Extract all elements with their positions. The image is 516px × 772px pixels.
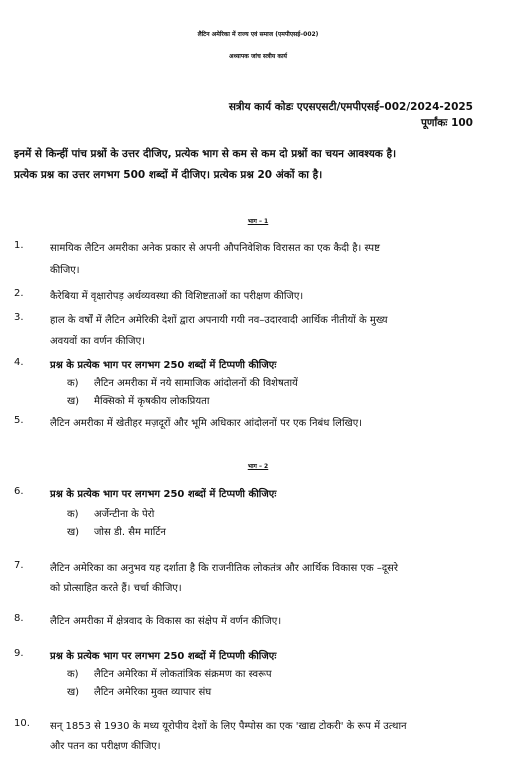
sub-question-text: अर्जेन्टीना के पेरो (94, 509, 155, 520)
question-text: प्रश्न के प्रत्येक भाग पर लगभग 250 शब्दों में टिप्पणी कीजिएः (50, 360, 277, 371)
instruction-line-1: इनमें से किन्हीं पांच प्रश्नों के उत्तर दीजिए, प्रत्येक भाग से कम से कम दो प्रश्नों का चयन आवश्यक है। (14, 148, 397, 160)
sub-question-label: क) (67, 669, 79, 680)
question-text: लैटिन अमरीका में खेतीहर मज़दूरों और भूमि अधिकार आंदोलनों पर एक निबंध लिखिए। (50, 418, 363, 429)
document-title: लैटिन अमेरिका में राज्य एवं समाज (एमपीएसई–002) (197, 31, 319, 38)
question-number: 3. (14, 312, 24, 323)
instruction-line-2: प्रत्येक प्रश्न का उत्तर लगभग 500 शब्दों में दीजिए। प्रत्येक प्रश्न 20 अंकों का है। (14, 169, 323, 181)
sub-question-text: मैक्सिको में कृषकीय लोकप्रियता (94, 396, 210, 407)
max-marks: पूर्णांकः 100 (420, 117, 473, 129)
question-text: प्रश्न के प्रत्येक भाग पर लगभग 250 शब्दों में टिप्पणी कीजिएः (50, 651, 277, 662)
part-1-heading: भाग – 1 (247, 218, 269, 225)
question-text: लैटिन अमरीका में क्षेत्रवाद के विकास का संक्षेप में वर्णन कीजिए। (50, 616, 282, 627)
question-number: 1. (14, 240, 24, 251)
question-number: 4. (14, 357, 24, 368)
question-number: 9. (14, 648, 24, 659)
question-number: 6. (14, 486, 24, 497)
question-text: सामयिक लैटिन अमरीका अनेक प्रकार से अपनी औपनिवेशिक विरासत का एक कैदी है। स्पष्ट (50, 243, 380, 254)
sub-question-label: क) (67, 509, 79, 520)
question-text: लैटिन अमेरिका का अनुभव यह दर्शाता है कि राजनीतिक लोकतंत्र और आर्थिक विकास एक –दूसरे (50, 563, 398, 574)
question-text: और पतन का परीक्षण कीजिए। (50, 741, 161, 752)
assignment-code: सत्रीय कार्य कोडः एएसएसटी/एमपीएसई–002/2024-2025 (228, 101, 473, 113)
question-text: को प्रोत्साहित करते हैं। चर्चा कीजिए। (50, 583, 182, 594)
question-text: कैरेबिया में वृक्षारोपड़ अर्थव्यवस्था की विशिष्टताओं का परीक्षण कीजिए। (50, 291, 304, 302)
question-number: 5. (14, 415, 24, 426)
question-number: 10. (14, 718, 30, 729)
question-text: कीजिए। (50, 265, 80, 276)
question-text: प्रश्न के प्रत्येक भाग पर लगभग 250 शब्दों में टिप्पणी कीजिएः (50, 489, 277, 500)
sub-question-label: ख) (67, 396, 80, 407)
sub-question-label: क) (67, 378, 79, 389)
sub-question-text: लैटिन अमरीका में नये सामाजिक आंदोलनों की विशेषतायें (94, 378, 298, 389)
question-number: 8. (14, 613, 24, 624)
sub-question-text: लैटिन अमेरिका में लोकतांत्रिक संक्रमण का स्वरूप (94, 669, 272, 680)
sub-question-text: जोस डी. सैम मार्टिन (94, 527, 166, 538)
question-text: अवयवों का वर्णन कीजिए। (50, 336, 145, 347)
question-number: 7. (14, 560, 24, 571)
question-text: हाल के वर्षों में लैटिन अमेरिकी देशों द्वारा अपनायी गयी नव–उदारवादी आर्थिक नीतीयों के मुख्य (50, 315, 388, 326)
part-2-heading: भाग – 2 (247, 463, 269, 470)
document-subtitle: अध्यापक जांच सत्रीय कार्य (228, 53, 288, 60)
question-number: 2. (14, 288, 24, 299)
sub-question-label: ख) (67, 527, 80, 538)
sub-question-text: लैटिन अमेरिका मुक्त व्यापार संघ (94, 687, 212, 698)
question-text: सन् 1853 से 1930 के मध्य यूरोपीय देशों के लिए पैम्पोस का एक 'खाद्य टोकरी' के रूप में उत्थान (50, 721, 407, 732)
sub-question-label: ख) (67, 687, 80, 698)
